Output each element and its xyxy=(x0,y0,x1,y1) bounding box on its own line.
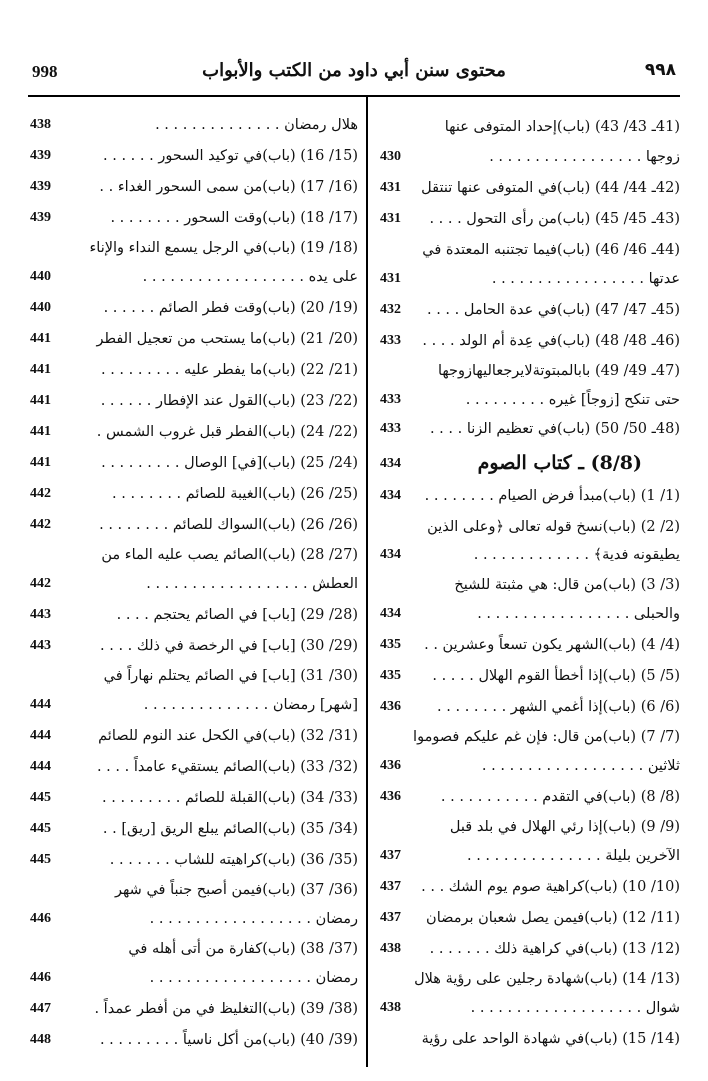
page-ref: 435 xyxy=(380,668,401,683)
toc-entry: (37/ 38) (باب)كفارة من أتى أهله في xyxy=(128,941,358,957)
page-ref: 439 xyxy=(30,179,51,194)
page-ref: 444 xyxy=(30,759,51,774)
toc-entry: الآخرين بليلة . . . . . . . . . . . . . . . xyxy=(466,848,680,864)
running-title: محتوى سنن أبي داود من الكتب والأبواب xyxy=(202,60,506,81)
toc-entry: (44ـ 46/ 46) (باب)فيما تجتنبه المعتدة في xyxy=(422,242,680,258)
page-ref: 446 xyxy=(30,970,51,985)
toc-entry: (4/ 4) (باب)الشهر يكون تسعاً وعشرين . . xyxy=(424,637,680,653)
toc-entry: (14/ 15) (باب)في شهادة الواحد على رؤية xyxy=(421,1031,680,1047)
toc-entry: حتى تنكح [زوجاً] غيره . . . . . . . . . xyxy=(465,392,680,408)
toc-entry: (1/ 1) (باب)مبدأ فرض الصيام . . . . . . . . xyxy=(424,488,680,504)
toc-entry: (30/ 31) [باب] في الصائم يحتلم نهاراً في xyxy=(103,668,358,684)
page-ref: 434 xyxy=(380,456,401,471)
page-ref: 441 xyxy=(30,455,51,470)
toc-entry: (7/ 7) (باب)من قال: فإن غم عليكم فصوموا xyxy=(413,729,680,745)
page-ref: 432 xyxy=(380,302,401,317)
toc-entry: (13/ 14) (باب)شهادة رجلين على رؤية هلال xyxy=(414,971,680,987)
toc-entry: (17/ 18) (باب)وقت السحور . . . . . . . . xyxy=(110,210,358,226)
toc-entry: (33/ 34) (باب)القبلة للصائم . . . . . . . . . xyxy=(102,790,358,806)
toc-entry: (16/ 17) (باب)من سمى السحور الغداء . . xyxy=(99,179,358,195)
toc-entry: (35/ 36) (باب)كراهيته للشاب . . . . . . . xyxy=(109,852,358,868)
toc-entry: (43ـ 45/ 45) (باب)من رأى التحول . . . . xyxy=(429,211,680,227)
toc-entry: (22/ 23) (باب)القول عند الإفطار . . . . . . xyxy=(100,393,358,409)
page-ref: 444 xyxy=(30,697,51,712)
toc-entry: على يده . . . . . . . . . . . . . . . . . . xyxy=(142,269,358,285)
page-ref: 430 xyxy=(380,149,401,164)
toc-entry: (28/ 29) [باب] في الصائم يحتجم . . . . xyxy=(116,607,358,623)
page-ref: 448 xyxy=(30,1032,51,1047)
toc-entry: (8/ 8) (باب)في التقدم . . . . . . . . . . . xyxy=(440,789,680,805)
toc-entry: (20/ 21) (باب)ما يستحب من تعجيل الفطر xyxy=(96,331,358,347)
page-ref: 435 xyxy=(380,637,401,652)
page-ref: 438 xyxy=(30,117,51,132)
toc-entry: ثلاثين . . . . . . . . . . . . . . . . . . xyxy=(481,758,680,774)
page-ref: 438 xyxy=(380,1000,401,1015)
toc-entry: (21/ 22) (باب)ما يفطر عليه . . . . . . . . . xyxy=(101,362,358,378)
page-ref: 438 xyxy=(380,941,401,956)
toc-entry: (32/ 33) (باب)الصائم يستقيء عامداً . . . . xyxy=(96,759,358,775)
page-ref: 431 xyxy=(380,180,401,195)
page-ref: 431 xyxy=(380,271,401,286)
header-rule xyxy=(28,95,680,97)
toc-entry: (10/ 10) (باب)كراهية صوم يوم الشك . . . xyxy=(421,879,680,895)
toc-entry: (38/ 39) (باب)التغليظ في من أفطر عمداً . xyxy=(94,1001,358,1017)
toc-entry: يطيقونه فدية﴾ . . . . . . . . . . . . . xyxy=(473,547,680,563)
page-ref: 434 xyxy=(380,547,401,562)
toc-entry: والحبلى . . . . . . . . . . . . . . . . . xyxy=(477,606,680,622)
toc-entry: (31/ 32) (باب)في الكحل عند النوم للصائم xyxy=(98,728,358,744)
page-ref: 431 xyxy=(380,211,401,226)
page-ref: 436 xyxy=(380,758,401,773)
page-ref: 434 xyxy=(380,488,401,503)
toc-entry: (25/ 26) (باب)الغيبة للصائم . . . . . . . . xyxy=(112,486,358,502)
page-ref: 441 xyxy=(30,362,51,377)
page-number-arabic: ٩٩٨ xyxy=(644,60,676,80)
page-ref: 436 xyxy=(380,789,401,804)
page-ref: 434 xyxy=(380,606,401,621)
toc-entry: (48ـ 50/ 50) (باب)في تعظيم الزنا . . . . xyxy=(429,421,680,437)
toc-entry: عدتها . . . . . . . . . . . . . . . . . xyxy=(491,271,680,287)
page-ref: 433 xyxy=(380,421,401,436)
page-ref: 436 xyxy=(380,699,401,714)
toc-entry: (2/ 2) (باب)نسخ قوله تعالى ﴿وعلى الذين xyxy=(427,519,680,535)
page-ref: 442 xyxy=(30,517,51,532)
toc-entry: (47ـ 49/ 49) بابالمبتوتةلايرجعاليهازوجها xyxy=(437,363,680,379)
page-ref: 445 xyxy=(30,852,51,867)
toc-entry: (6/ 6) (باب)إذا أغمي الشهر . . . . . . . . xyxy=(437,699,680,715)
page-ref: 439 xyxy=(30,210,51,225)
page-ref: 440 xyxy=(30,269,51,284)
page-ref: 444 xyxy=(30,728,51,743)
section-heading: (8/8) ـ كتاب الصوم xyxy=(477,452,642,474)
page-ref: 442 xyxy=(30,576,51,591)
toc-entry: [شهر] رمضان . . . . . . . . . . . . . . xyxy=(143,697,358,713)
page-ref: 433 xyxy=(380,333,401,348)
toc-entry: (19/ 20) (باب)وقت فطر الصائم . . . . . . xyxy=(103,300,358,316)
toc-entry: رمضان . . . . . . . . . . . . . . . . . . xyxy=(149,911,358,927)
page-ref: 442 xyxy=(30,486,51,501)
page-ref: 437 xyxy=(380,879,401,894)
page-ref: 446 xyxy=(30,911,51,926)
toc-entry: (26/ 26) (باب)السواك للصائم . . . . . . . . xyxy=(99,517,358,533)
page-number-latin: 998 xyxy=(32,62,58,81)
page-ref: 441 xyxy=(30,331,51,346)
page-ref: 447 xyxy=(30,1001,51,1016)
column-divider xyxy=(366,97,368,1067)
page-ref: 440 xyxy=(30,300,51,315)
toc-entry: (5/ 5) (باب)إذا أخطأ القوم الهلال . . . . . xyxy=(432,668,680,684)
toc-entry: (24/ 25) (باب)[في] الوصال . . . . . . . . . xyxy=(101,455,358,471)
toc-entry: (41ـ 43/ 43) (باب)إحداد المتوفى عنها xyxy=(444,119,680,135)
toc-entry: (11/ 12) (باب)فيمن يصل شعبان برمضان xyxy=(426,910,680,926)
toc-entry: (3/ 3) (باب)من قال: هي مثبتة للشيخ xyxy=(454,577,680,593)
toc-entry: زوجها . . . . . . . . . . . . . . . . . xyxy=(489,149,680,165)
toc-entry: (46ـ 48/ 48) (باب)في عِدة أم الولد . . . . xyxy=(422,333,680,349)
toc-entry: (39/ 40) (باب)من أكل ناسياً . . . . . . . . . xyxy=(99,1032,358,1048)
page-ref: 445 xyxy=(30,790,51,805)
toc-entry: (27/ 28) (باب)الصائم يصب عليه الماء من xyxy=(101,547,358,563)
toc-entry: (15/ 16) (باب)في توكيد السحور . . . . . . xyxy=(103,148,358,164)
toc-entry: (42ـ 44/ 44) (باب)في المتوفى عنها تنتقل xyxy=(421,180,680,196)
toc-entry: (45ـ 47/ 47) (باب)في عدة الحامل . . . . xyxy=(426,302,680,318)
page-ref: 437 xyxy=(380,910,401,925)
toc-entry: (29/ 30) [باب] في الرخصة في ذلك . . . . xyxy=(100,638,358,654)
toc-entry: (9/ 9) (باب)إذا رئي الهلال في بلد قبل xyxy=(449,819,680,835)
toc-entry: (22/ 24) (باب)الفطر قبل غروب الشمس . xyxy=(96,424,358,440)
page-ref: 443 xyxy=(30,638,51,653)
toc-entry: (12/ 13) (باب)في كراهية ذلك . . . . . . . xyxy=(429,941,680,957)
page-header xyxy=(28,58,680,92)
toc-entry: شوال . . . . . . . . . . . . . . . . . . . xyxy=(470,1000,680,1016)
page-ref: 443 xyxy=(30,607,51,622)
toc-entry: العطش . . . . . . . . . . . . . . . . . . xyxy=(146,576,358,592)
page-ref: 441 xyxy=(30,393,51,408)
page-ref: 445 xyxy=(30,821,51,836)
toc-entry: (34/ 35) (باب)الصائم يبلع الريق [ريق] . . xyxy=(102,821,358,837)
page-ref: 441 xyxy=(30,424,51,439)
page-ref: 439 xyxy=(30,148,51,163)
page-ref: 437 xyxy=(380,848,401,863)
toc-entry: رمضان . . . . . . . . . . . . . . . . . . xyxy=(149,970,358,986)
toc-entry: هلال رمضان . . . . . . . . . . . . . . xyxy=(155,117,358,133)
toc-entry: (36/ 37) (باب)فيمن أصبح جنباً في شهر xyxy=(115,882,358,898)
page-ref: 433 xyxy=(380,392,401,407)
toc-entry: (18/ 19) (باب)في الرجل يسمع النداء والإناء xyxy=(89,240,358,256)
